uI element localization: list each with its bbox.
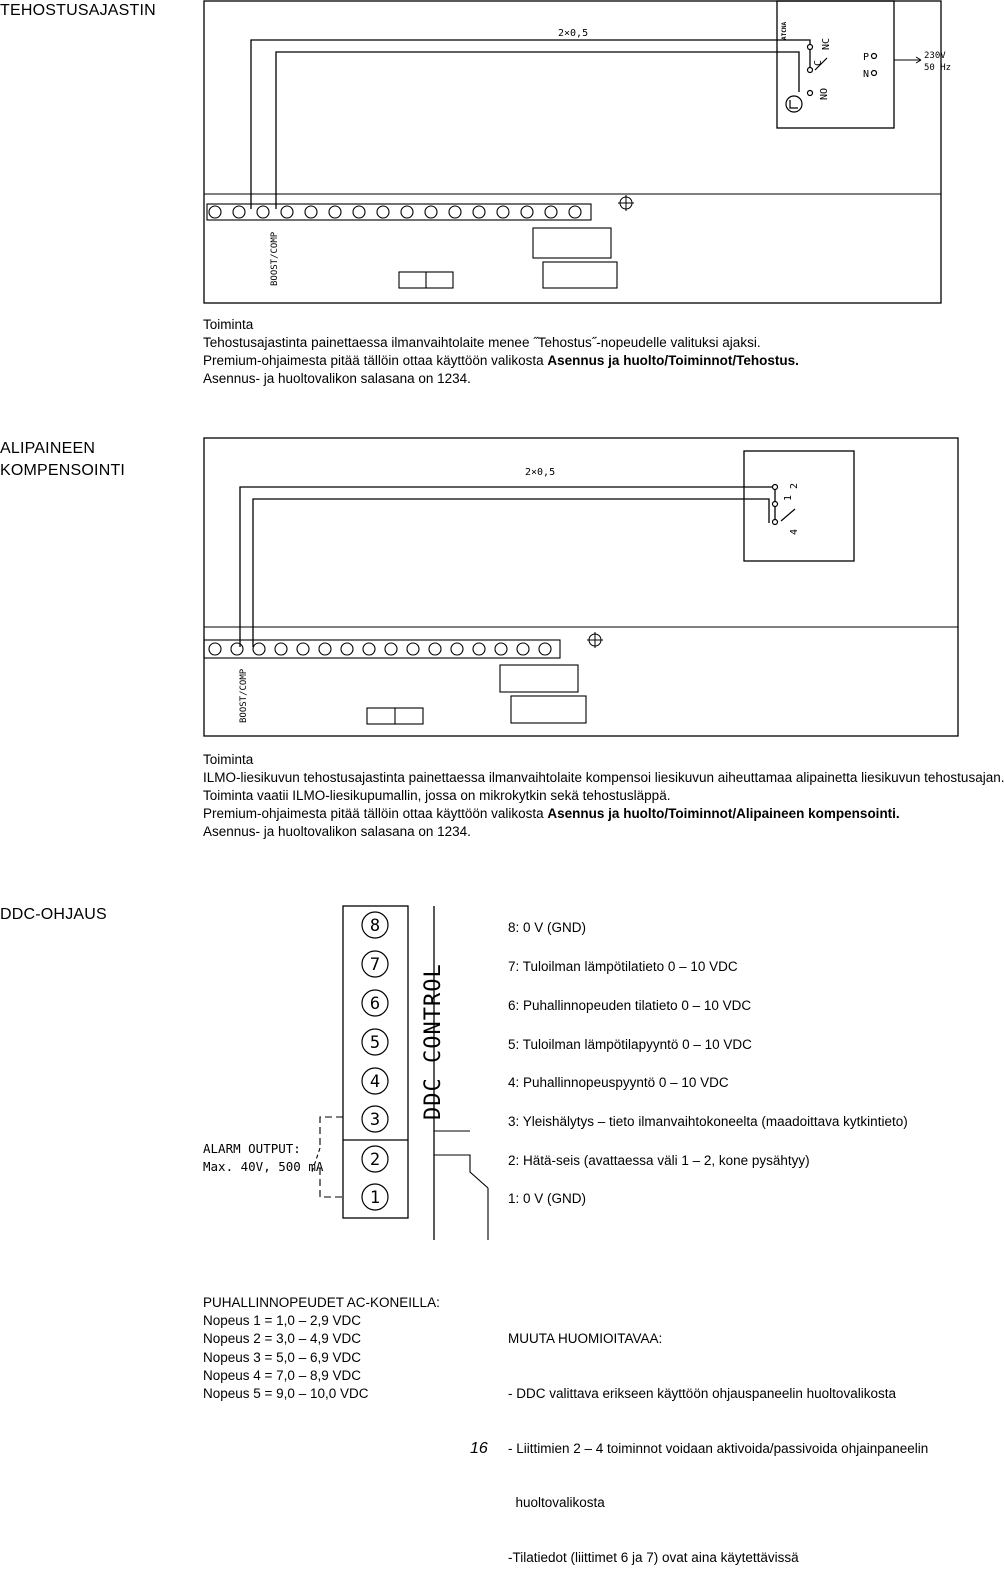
cable-label: 2×0,5 [525, 467, 556, 478]
page-number: 16 [470, 1440, 488, 1457]
ddc-terminal [362, 1184, 388, 1210]
section-title-tehostus: TEHOSTUSAJASTIN [0, 2, 156, 19]
ddc-terminal [362, 1068, 388, 1094]
list-item: Nopeus 4 = 7,0 – 8,9 VDC [203, 1367, 361, 1383]
description-heading: Toiminta [203, 752, 254, 767]
description-line [203, 805, 1004, 823]
description-text: Premium-ohjaimesta pitää tällöin ottaa käyttöön valikosta [203, 353, 548, 368]
section-title-alipaine [0, 438, 125, 482]
ddc-description: 2: Hätä-seis (avattaessa väli 1 – 2, kone pysähtyy) [508, 1153, 810, 1168]
svg-text:1: 1 [369, 1188, 381, 1208]
section-title-line: ALIPAINEEN [0, 440, 96, 457]
list-item: Nopeus 2 = 3,0 – 4,9 VDC [203, 1331, 361, 1347]
mounting-hole-icon [618, 195, 634, 211]
list-item: - Liittimien 2 – 4 toiminnot voidaan aktivoida/passivoida ohjainpaneelin [508, 1440, 929, 1456]
alarm-output-rating: Max. 40V, 500 mA [203, 1159, 324, 1174]
list-item: - DDC valittava erikseen käyttöön ohjauspaneelin huoltovalikosta [508, 1386, 896, 1402]
list-item: -Tilatiedot (liittimet 6 ja 7) ovat aina käytettävissä [508, 1549, 799, 1565]
ddc-terminals [362, 912, 388, 1210]
notes-list [508, 1294, 928, 1585]
emergency-stop-switch [434, 1155, 488, 1240]
supply-frequency-label: 50 Hz [924, 63, 952, 73]
microswitch-contact [781, 509, 795, 521]
terminal-strip [204, 640, 560, 658]
ddc-terminal [362, 1146, 388, 1172]
fan-speeds-list [203, 1294, 440, 1403]
cable-wires [251, 40, 810, 209]
menu-path: Asennus ja huolto/Toiminnot/Tehostus. [547, 353, 799, 368]
svg-text:5: 5 [369, 1033, 381, 1053]
description-line [203, 352, 799, 370]
ddc-terminal [362, 990, 388, 1016]
description-line: ILMO-liesikuvun tehostusajastinta painettaessa ilmanvaihtolaite kompensoi liesikuvun aiheuttamaa alipainetta liesikuvun tehostusajan. [203, 770, 1004, 785]
list-item: huoltovalikosta [508, 1495, 605, 1511]
terminal-p-label: P [863, 52, 870, 63]
alarm-output-dashed [320, 1117, 343, 1197]
svg-text:2: 2 [369, 1150, 381, 1170]
terminal-c-label: C [813, 59, 824, 66]
ddc-description: 8: 0 V (GND) [508, 920, 587, 935]
svg-text:6: 6 [369, 994, 381, 1014]
ddc-terminal [362, 912, 388, 938]
list-item: Nopeus 5 = 9,0 – 10,0 VDC [203, 1386, 369, 1402]
description-line: Tehostusajastinta painettaessa ilmanvaihtolaite menee ˝Tehostus˝-nopeudelle valituksi ajaksi. [203, 335, 761, 350]
ddc-terminal [362, 1029, 388, 1055]
description-line: Asennus- ja huoltovalikon salasana on 1234. [203, 371, 471, 386]
supply-voltage-label: 230V [924, 51, 946, 61]
description-heading: Toiminta [203, 317, 254, 332]
terminal-4-label: 4 [789, 528, 800, 535]
ddc-description: 5: Tuloilman lämpötilapyyntö 0 – 10 VDC [508, 1037, 752, 1052]
list-item: Nopeus 3 = 5,0 – 6,9 VDC [203, 1349, 361, 1365]
ddc-control-label: DDC CONTROL [421, 963, 446, 1120]
boost-timer-wiring-diagram [203, 0, 952, 306]
ddc-description: 7: Tuloilman lämpötilatieto 0 – 10 VDC [508, 959, 738, 974]
cable-label: 2×0,5 [558, 28, 589, 39]
board-connector-1 [500, 665, 578, 692]
description-line: Asennus- ja huoltovalikon salasana on 1234. [203, 824, 471, 839]
svg-text:7: 7 [369, 955, 381, 975]
ddc-description: 3: Yleishälytys – tieto ilmanvaihtokoneelta (maadoittava kytkintieto) [508, 1114, 908, 1129]
list-title: PUHALLINNOPEUDET AC-KONEILLA: [203, 1295, 440, 1310]
push-button-icon [786, 96, 802, 112]
section-title-line: KOMPENSOINTI [0, 462, 126, 479]
board-label: BOOST/COMP [270, 231, 280, 286]
terminal-1-label: 1 [783, 494, 794, 501]
ddc-description: 6: Puhallinnopeuden tilatieto 0 – 10 VDC [508, 998, 752, 1013]
ddc-terminal [362, 1106, 388, 1132]
alipaine-description [203, 751, 1004, 841]
board-connector-2 [543, 262, 617, 288]
svg-text:4: 4 [369, 1072, 381, 1092]
svg-text:3: 3 [369, 1110, 381, 1130]
board-label: BOOST/COMP [239, 668, 249, 723]
underpressure-wiring-diagram [203, 437, 961, 739]
board-connector-2 [511, 696, 586, 723]
terminal-2-label: 2 [789, 482, 800, 489]
terminal-no-label: NO [819, 87, 830, 100]
mounting-hole-icon [587, 632, 603, 648]
list-item: Nopeus 1 = 1,0 – 2,9 VDC [203, 1313, 361, 1329]
ddc-terminal [362, 951, 388, 977]
timer-model-label: ATCNA [781, 21, 788, 40]
terminal-nc-label: NC [821, 37, 832, 50]
terminal-strip [207, 204, 591, 220]
section-title-ddc: DDC-OHJAUS [0, 906, 107, 923]
terminal-n-label: N [863, 69, 870, 80]
description-line: Toiminta vaatii ILMO-liesikupumallin, jossa on mikrokytkin sekä tehostusläppä. [203, 788, 671, 803]
alarm-output-title: ALARM OUTPUT: [203, 1141, 301, 1156]
description-text: Premium-ohjaimesta pitää tällöin ottaa käyttöön valikosta [203, 806, 548, 821]
alarm-output-label [203, 1140, 323, 1176]
ddc-description: 4: Puhallinnopeuspyyntö 0 – 10 VDC [508, 1075, 729, 1090]
board-connector-1 [533, 228, 611, 258]
tehostus-description [203, 316, 799, 388]
svg-text:8: 8 [369, 916, 381, 936]
list-title: MUUTA HUOMIOITAVAA: [508, 1331, 663, 1347]
ddc-terminal-diagram [300, 900, 500, 1240]
menu-path: Asennus ja huolto/Toiminnot/Alipaineen kompensointi. [547, 806, 900, 821]
cable-wires [240, 487, 775, 647]
ddc-description: 1: 0 V (GND) [508, 1191, 587, 1206]
